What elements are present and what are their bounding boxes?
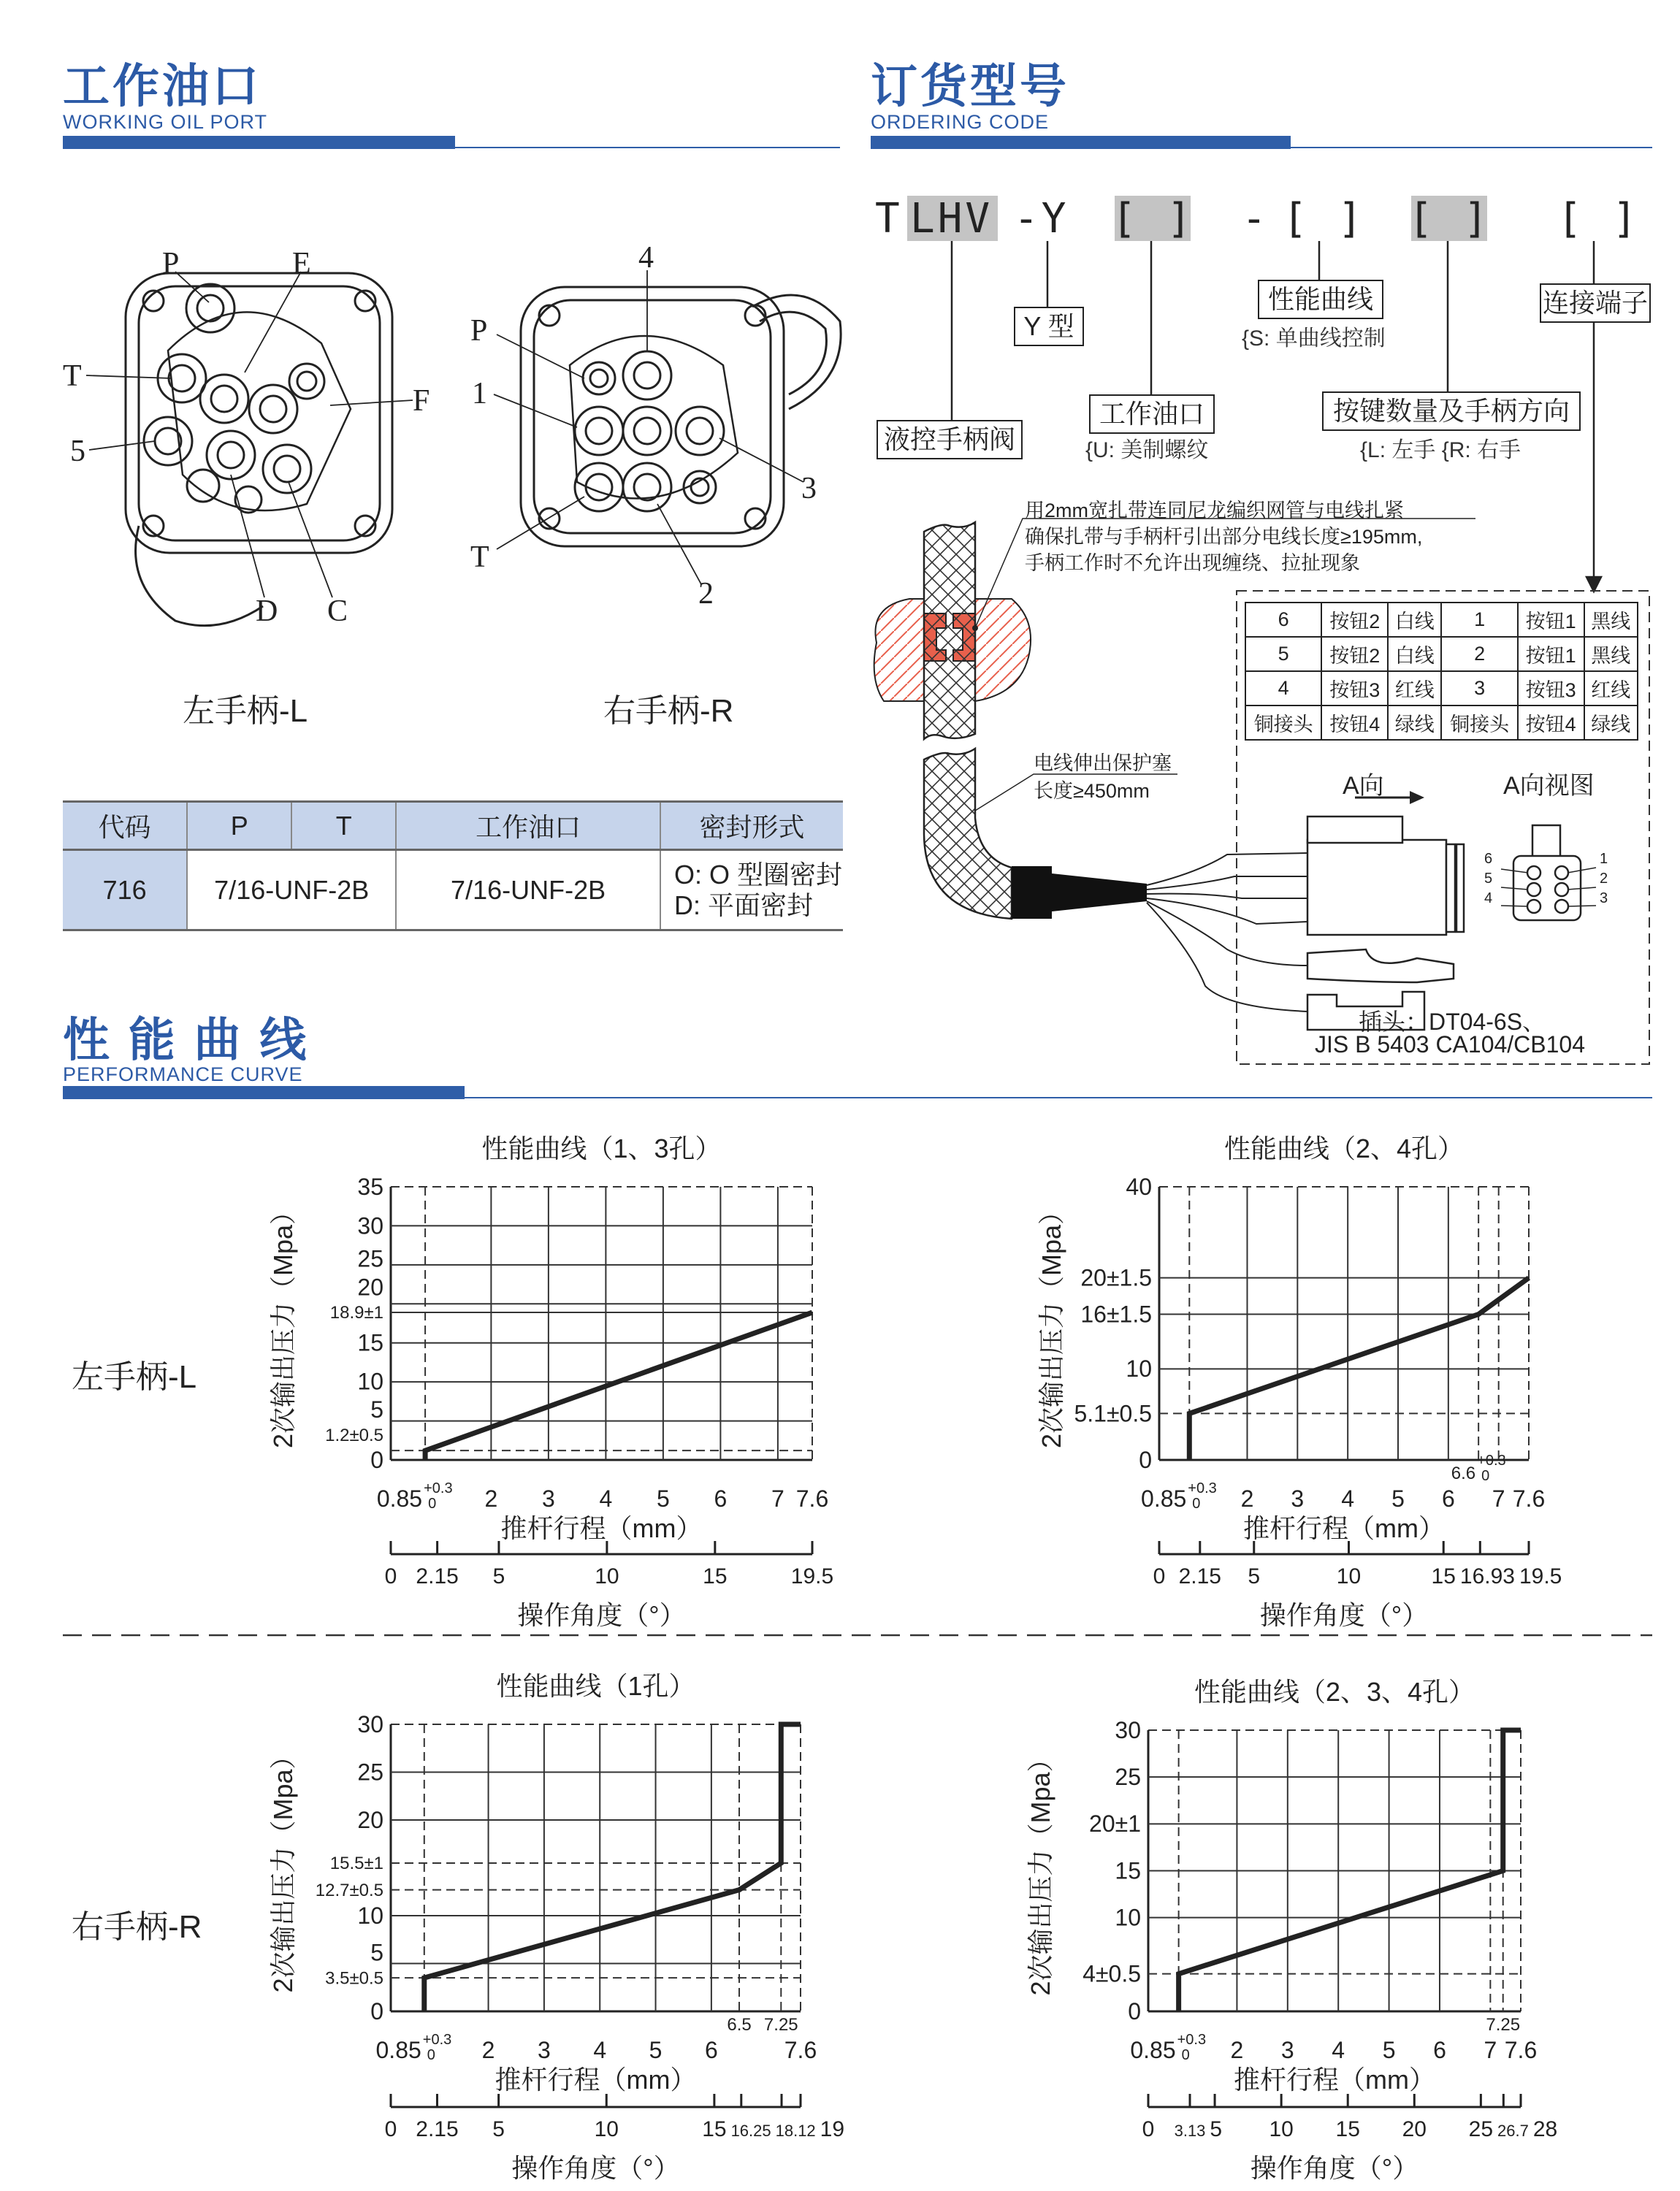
x-axis-label: 推杆行程（mm） bbox=[1243, 1513, 1445, 1543]
angle-tick-label: 5 bbox=[1210, 2117, 1223, 2141]
section-subtitle-working-oil-port: WORKING OIL PORT bbox=[63, 111, 268, 133]
cell-work-port-thread: 7/16-UNF-2B bbox=[396, 850, 660, 930]
port-label-4: 4 bbox=[638, 241, 654, 275]
connector-model-2: JIS B 5403 CA104/CB104 bbox=[1315, 1031, 1586, 1058]
y-tick-label: 3.5±0.5 bbox=[325, 1968, 383, 1989]
performance-chart-3 bbox=[268, 1671, 844, 2183]
y-tick-label: 4±0.5 bbox=[1083, 1960, 1141, 1987]
performance-chart-2 bbox=[1036, 1133, 1562, 1630]
code-lhv: LHV bbox=[910, 195, 993, 242]
pin-cell: 红线 bbox=[1584, 671, 1638, 706]
x-tick-tolerance-lower: 0 bbox=[428, 1496, 437, 1512]
performance-chart-4 bbox=[1026, 1677, 1557, 2183]
x-tick-label: 2 bbox=[484, 1485, 498, 1512]
x-tick-tolerance-lower: 0 bbox=[1192, 1496, 1201, 1512]
y-axis-label: 2次输出压力（Mpa） bbox=[268, 1198, 298, 1449]
angle-axis-label: 操作角度（°） bbox=[1259, 1600, 1429, 1630]
angle-tick-label: 2.15 bbox=[416, 2117, 459, 2141]
pin-cell: 5 bbox=[1245, 637, 1321, 671]
seal-option-d: D: 平面密封 bbox=[673, 890, 813, 920]
angle-tick-label: 10 bbox=[594, 2117, 619, 2141]
port-label-e: E bbox=[292, 247, 311, 280]
pin-cell: 按钮1 bbox=[1518, 637, 1584, 671]
x-tick-tolerance-upper: +0.3 bbox=[424, 1480, 453, 1496]
code-curve-slot: [ ] bbox=[1283, 195, 1366, 242]
pin-cell: 红线 bbox=[1388, 671, 1441, 706]
x-tick-tolerance-upper: +0.3 bbox=[1188, 1480, 1217, 1496]
y-tick-label: 10 bbox=[357, 1368, 383, 1395]
pin-label-5: 5 bbox=[1484, 871, 1493, 887]
angle-tick-label: 15 bbox=[1335, 2117, 1360, 2141]
angle-tick-label: 28 bbox=[1532, 2117, 1558, 2141]
y-axis-label: 2次输出压力（Mpa） bbox=[1036, 1198, 1066, 1449]
pin-cell: 6 bbox=[1245, 603, 1321, 637]
x-tick-label: 0.85 bbox=[1141, 1485, 1187, 1512]
chart-title: 性能曲线（1、3孔） bbox=[481, 1133, 722, 1163]
header-p: P bbox=[187, 802, 291, 850]
cell-pt-thread: 7/16-UNF-2B bbox=[187, 850, 396, 930]
pin-cell: 按钮4 bbox=[1518, 706, 1584, 740]
x-tick-label: 3 bbox=[1291, 1485, 1305, 1512]
code-y: -Y bbox=[1014, 195, 1069, 242]
label-terminal: 连接端子 bbox=[1540, 283, 1651, 323]
angle-tick-label: 16.25 bbox=[730, 2122, 771, 2140]
x-tick-label: 7.25 bbox=[763, 2015, 798, 2035]
y-tick-label: 5.1±0.5 bbox=[1074, 1400, 1152, 1427]
port-label-p: P bbox=[162, 247, 180, 280]
code-t: T bbox=[875, 195, 903, 242]
angle-tick-label: 0 bbox=[384, 1564, 397, 1588]
pin-cell: 按钮4 bbox=[1321, 706, 1388, 740]
x-tick-tolerance-lower: 0 bbox=[1481, 1468, 1490, 1484]
pin-label-4: 4 bbox=[1484, 890, 1493, 906]
cell-seal bbox=[660, 850, 843, 930]
y-tick-label: 10 bbox=[1115, 1904, 1141, 1931]
code-terminal-slot: [ ] bbox=[1557, 195, 1641, 242]
pin-cell: 绿线 bbox=[1584, 706, 1638, 740]
pin-cell: 按钮2 bbox=[1321, 637, 1388, 671]
pin-cell: 按钮1 bbox=[1518, 603, 1584, 637]
pin-cell: 绿线 bbox=[1388, 706, 1441, 740]
section-rule bbox=[455, 147, 840, 148]
pin-cell: 2 bbox=[1441, 637, 1517, 671]
x-tick-label: 5 bbox=[1382, 2037, 1396, 2063]
angle-tick-label: 19.5 bbox=[790, 1564, 834, 1588]
y-axis-label: 2次输出压力（Mpa） bbox=[268, 1743, 298, 1993]
angle-tick-label: 18.12 bbox=[775, 2122, 816, 2140]
y-tick-label: 20 bbox=[357, 1806, 383, 1833]
y-tick-label: 12.7±0.5 bbox=[315, 1880, 383, 1900]
port-label-1: 1 bbox=[472, 377, 487, 410]
y-tick-label: 0 bbox=[1128, 1997, 1141, 2024]
angle-tick-label: 10 bbox=[1269, 2117, 1294, 2141]
y-tick-label: 1.2±0.5 bbox=[325, 1425, 383, 1445]
x-tick-tolerance-upper: +0.3 bbox=[422, 2032, 452, 2048]
pin-label-1: 1 bbox=[1600, 851, 1608, 867]
table-row bbox=[63, 850, 843, 930]
x-tick-label: 3 bbox=[537, 2037, 551, 2063]
y-tick-label: 25 bbox=[357, 1245, 383, 1272]
x-tick-label: 7.6 bbox=[1504, 2037, 1538, 2063]
angle-tick-label: 26.7 bbox=[1497, 2122, 1529, 2140]
angle-axis-label: 操作角度（°） bbox=[1250, 2153, 1419, 2183]
section-title-working-oil-port: 工作油口 bbox=[63, 60, 261, 112]
angle-tick-label: 20 bbox=[1402, 2117, 1427, 2141]
angle-tick-label: 19 bbox=[820, 2117, 845, 2141]
angle-tick-label: 15 bbox=[1431, 1564, 1456, 1588]
angle-tick-label: 15 bbox=[703, 1564, 728, 1588]
connector-model-1: 插头：DT04-6S、 bbox=[1359, 1009, 1546, 1035]
view-a-label: A向视图 bbox=[1503, 772, 1595, 800]
section-bar bbox=[871, 136, 1291, 149]
y-tick-label: 15 bbox=[1115, 1857, 1141, 1884]
x-axis-label: 推杆行程（mm） bbox=[1234, 2065, 1435, 2095]
pressure-curve bbox=[424, 1724, 801, 2011]
pin-label-6: 6 bbox=[1484, 851, 1493, 867]
label-y-type: Y 型 bbox=[1014, 307, 1084, 346]
y-tick-label: 20 bbox=[357, 1274, 383, 1301]
pin-cell: 1 bbox=[1441, 603, 1517, 637]
y-tick-label: 35 bbox=[357, 1173, 383, 1200]
x-tick-label: 6 bbox=[1441, 1485, 1455, 1512]
y-tick-label: 15.5±1 bbox=[329, 1854, 383, 1874]
port-label-p: P bbox=[470, 314, 488, 348]
y-tick-label: 18.9±1 bbox=[329, 1303, 383, 1323]
performance-chart-1 bbox=[268, 1133, 833, 1630]
label-buttons: 按键数量及手柄方向 bbox=[1322, 391, 1581, 431]
section-rule bbox=[1291, 147, 1652, 148]
row-label-left-handle: 左手柄-L bbox=[72, 1359, 197, 1395]
angle-tick-label: 5 bbox=[1248, 1564, 1261, 1588]
section-bar bbox=[63, 136, 455, 149]
cell-code: 716 bbox=[63, 850, 187, 930]
table-row bbox=[1245, 706, 1638, 740]
x-tick-label: 6 bbox=[714, 1485, 728, 1512]
angle-tick-label: 2.15 bbox=[1178, 1564, 1221, 1588]
x-tick-label: 3 bbox=[1280, 2037, 1294, 2063]
y-axis-label: 2次输出压力（Mpa） bbox=[1026, 1745, 1055, 1996]
chart-title: 性能曲线（2、4孔） bbox=[1223, 1133, 1465, 1163]
wiring-note-1: 用2mm宽扎带连同尼龙编织网管与电线扎紧 bbox=[1025, 500, 1404, 521]
x-axis-label: 推杆行程（mm） bbox=[495, 2065, 697, 2095]
y-tick-label: 40 bbox=[1126, 1173, 1152, 1200]
x-tick-label: 0.85 bbox=[376, 1485, 423, 1512]
x-tick-label: 6.5 bbox=[727, 2015, 752, 2035]
angle-tick-label: 25 bbox=[1468, 2117, 1494, 2141]
header-t: T bbox=[291, 802, 396, 850]
x-tick-label: 4 bbox=[1332, 2037, 1345, 2063]
row-label-right-handle: 右手柄-R bbox=[72, 1909, 202, 1945]
pin-cell: 按钮3 bbox=[1321, 671, 1388, 706]
y-tick-label: 10 bbox=[1126, 1355, 1152, 1383]
x-tick-label: 2 bbox=[1230, 2037, 1244, 2063]
table-row bbox=[1245, 671, 1638, 706]
y-tick-label: 25 bbox=[357, 1759, 383, 1786]
y-tick-label: 20±1 bbox=[1089, 1810, 1141, 1838]
plug-note-1: 电线伸出保护塞 bbox=[1034, 752, 1172, 774]
angle-tick-label: 5 bbox=[492, 1564, 505, 1588]
port-label-3: 3 bbox=[801, 472, 817, 505]
table-row bbox=[1245, 637, 1638, 671]
angle-tick-label: 0 bbox=[1153, 1564, 1166, 1588]
section-bar bbox=[63, 1086, 465, 1099]
x-tick-label: 5 bbox=[656, 1485, 670, 1512]
pin-cell: 黑线 bbox=[1584, 637, 1638, 671]
x-tick-label: 2 bbox=[1240, 1485, 1254, 1512]
x-tick-label: 5 bbox=[649, 2037, 663, 2063]
pin-cell: 黑线 bbox=[1584, 603, 1638, 637]
pin-assignment-table bbox=[1245, 602, 1638, 741]
chart-title: 性能曲线（2、3、4孔） bbox=[1194, 1677, 1475, 1707]
pin-cell: 按钮2 bbox=[1321, 603, 1388, 637]
y-tick-label: 15 bbox=[357, 1329, 383, 1356]
angle-tick-label: 0 bbox=[1142, 2117, 1155, 2141]
x-tick-label: 3 bbox=[541, 1485, 555, 1512]
angle-tick-label: 10 bbox=[1336, 1564, 1362, 1588]
section-title-performance-curve: 性 能 曲 线 bbox=[63, 1014, 310, 1066]
y-tick-label: 25 bbox=[1115, 1764, 1141, 1791]
table-row bbox=[1245, 603, 1638, 637]
port-label-f: F bbox=[413, 384, 430, 418]
pin-cell: 按钮3 bbox=[1518, 671, 1584, 706]
y-tick-label: 0 bbox=[1139, 1446, 1152, 1473]
work-port-option: {U: 美制螺纹 bbox=[1085, 438, 1209, 462]
x-tick-label: 4 bbox=[1341, 1485, 1355, 1512]
section-rule bbox=[465, 1097, 1652, 1098]
x-tick-label: 5 bbox=[1391, 1485, 1405, 1512]
angle-tick-label: 16.93 bbox=[1459, 1564, 1515, 1588]
port-label-5: 5 bbox=[70, 435, 85, 468]
x-tick-label: 4 bbox=[593, 2037, 607, 2063]
x-tick-label: 6 bbox=[1433, 2037, 1446, 2063]
right-handle-name: 右手柄-R bbox=[603, 693, 734, 729]
y-tick-label: 5 bbox=[370, 1396, 383, 1423]
x-tick-label: 7.6 bbox=[1512, 1485, 1546, 1512]
y-tick-label: 16±1.5 bbox=[1080, 1301, 1152, 1328]
angle-tick-label: 2.15 bbox=[416, 1564, 459, 1588]
code-dash: - bbox=[1242, 195, 1269, 242]
table-header-row bbox=[63, 802, 843, 850]
pin-cell: 3 bbox=[1441, 671, 1517, 706]
angle-axis-label: 操作角度（°） bbox=[511, 2153, 680, 2183]
pin-cell: 铜接头 bbox=[1441, 706, 1517, 740]
angle-axis-label: 操作角度（°） bbox=[517, 1600, 686, 1630]
x-tick-label: 7 bbox=[771, 1485, 784, 1512]
port-label-2: 2 bbox=[698, 577, 714, 611]
port-label-t: T bbox=[63, 359, 82, 393]
y-tick-label: 30 bbox=[357, 1710, 383, 1737]
direction-a-label: A向 bbox=[1343, 772, 1384, 800]
angle-tick-label: 10 bbox=[595, 1564, 619, 1588]
y-tick-label: 10 bbox=[357, 1902, 383, 1929]
port-label-t: T bbox=[470, 540, 489, 574]
y-tick-label: 30 bbox=[357, 1212, 383, 1239]
y-tick-label: 0 bbox=[370, 1446, 383, 1473]
left-handle-name: 左手柄-L bbox=[183, 693, 308, 729]
seal-option-o: O: O 型圈密封 bbox=[673, 859, 842, 890]
angle-tick-label: 15 bbox=[702, 2117, 727, 2141]
wiring-note-2: 确保扎带与手柄杆引出部分电线长度≥195mm, bbox=[1025, 526, 1423, 548]
x-tick-label: 0.85 bbox=[375, 2037, 421, 2063]
pin-cell: 4 bbox=[1245, 671, 1321, 706]
chart-title: 性能曲线（1孔） bbox=[496, 1671, 695, 1701]
x-tick-label: 7.6 bbox=[784, 2037, 817, 2063]
pin-label-2: 2 bbox=[1600, 871, 1608, 887]
port-label-d: D bbox=[256, 594, 278, 628]
label-valve: 液控手柄阀 bbox=[877, 420, 1023, 459]
code-port-slot: [ ] bbox=[1112, 195, 1195, 242]
x-tick-label: 6 bbox=[704, 2037, 718, 2063]
x-tick-label: 4 bbox=[599, 1485, 613, 1512]
curve-option: {S: 单曲线控制 bbox=[1242, 326, 1386, 351]
angle-tick-label: 19.5 bbox=[1519, 1564, 1562, 1588]
section-subtitle-ordering-code: ORDERING CODE bbox=[871, 111, 1050, 133]
x-tick-tolerance-lower: 0 bbox=[427, 2047, 435, 2063]
y-tick-label: 20±1.5 bbox=[1080, 1264, 1152, 1291]
y-tick-label: 0 bbox=[370, 1997, 383, 2024]
x-tick-label: 7 bbox=[1484, 2037, 1497, 2063]
x-tick-label: 6.6 bbox=[1451, 1464, 1476, 1483]
pressure-curve bbox=[425, 1312, 812, 1460]
plug-note-2: 长度≥450mm bbox=[1034, 780, 1150, 802]
header-code: 代码 bbox=[98, 812, 151, 842]
section-title-ordering-code: 订货型号 bbox=[871, 60, 1069, 112]
x-tick-tolerance-lower: 0 bbox=[1181, 2047, 1190, 2063]
buttons-option: {L: 左手 {R: 右手 bbox=[1360, 438, 1521, 462]
header-work-port: 工作油口 bbox=[396, 802, 660, 850]
angle-tick-label: 5 bbox=[492, 2117, 505, 2141]
pin-cell: 铜接头 bbox=[1245, 706, 1321, 740]
pin-cell: 白线 bbox=[1388, 637, 1441, 671]
x-tick-label: 0.85 bbox=[1130, 2037, 1176, 2063]
header-seal: 密封形式 bbox=[660, 802, 843, 850]
x-tick-label: 2 bbox=[481, 2037, 495, 2063]
angle-tick-label: 3.13 bbox=[1174, 2122, 1206, 2140]
y-tick-label: 5 bbox=[370, 1939, 383, 1966]
port-label-c: C bbox=[327, 594, 348, 628]
x-tick-tolerance-upper: +0.3 bbox=[1477, 1453, 1506, 1469]
x-tick-tolerance-upper: +0.3 bbox=[1177, 2032, 1207, 2048]
code-buttons-slot: [ ] bbox=[1408, 195, 1492, 242]
label-work-port: 工作油口 bbox=[1089, 394, 1215, 434]
label-curve: 性能曲线 bbox=[1258, 280, 1383, 319]
pin-label-3: 3 bbox=[1600, 890, 1608, 906]
y-tick-label: 30 bbox=[1115, 1716, 1141, 1743]
x-tick-label: 7.6 bbox=[795, 1485, 829, 1512]
x-axis-label: 推杆行程（mm） bbox=[500, 1513, 703, 1543]
pin-cell: 白线 bbox=[1388, 603, 1441, 637]
port-spec-table bbox=[63, 800, 843, 931]
wiring-note-3: 手柄工作时不允许出现缠绕、拉扯现象 bbox=[1025, 552, 1360, 574]
section-subtitle-performance-curve: PERFORMANCE CURVE bbox=[63, 1063, 303, 1085]
x-tick-label: 7 bbox=[1492, 1485, 1505, 1512]
x-tick-label: 7.25 bbox=[1486, 2015, 1521, 2035]
angle-tick-label: 0 bbox=[384, 2117, 397, 2141]
